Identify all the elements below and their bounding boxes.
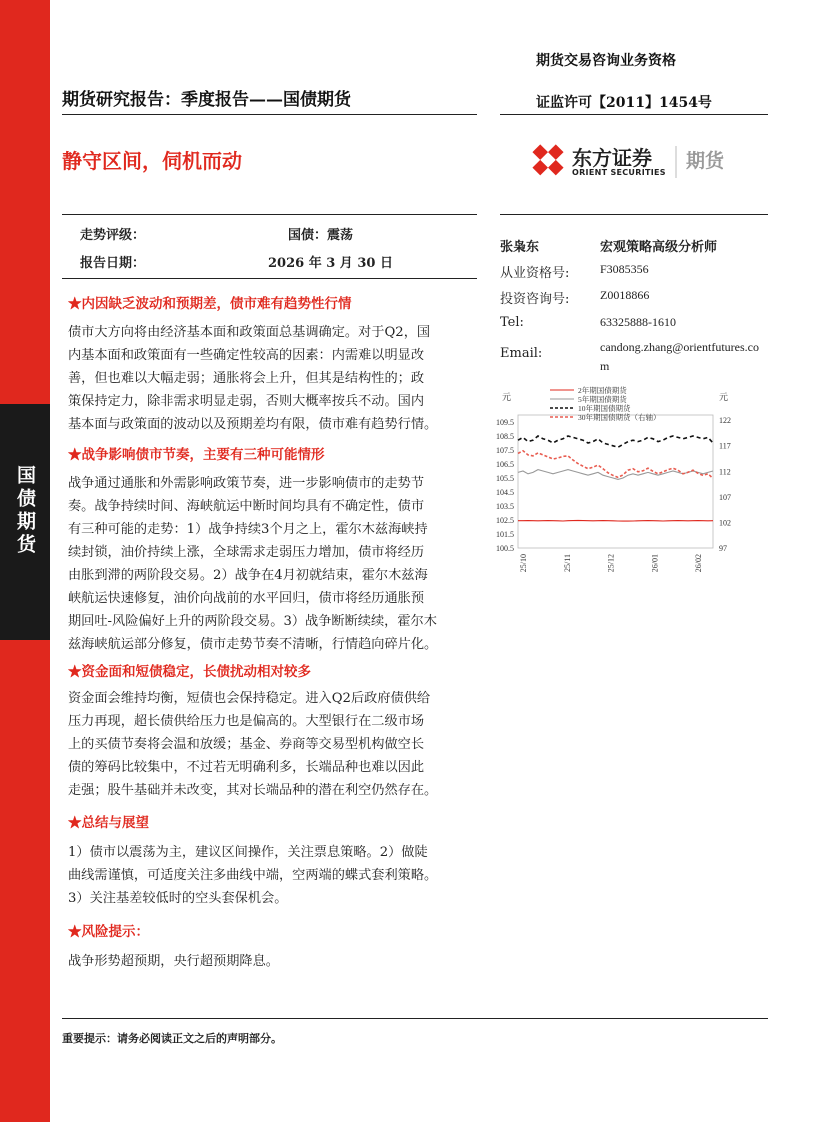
report-date-value: 2026 年 3 月 30 日 [268,256,393,271]
section-heading-5: ★风险提示： [68,924,149,940]
y-right-tick-label: 112 [719,467,731,477]
y-left-tick-label: 105.5 [496,474,514,483]
body-line: 1）债市以震荡为主，建议区间操作，关注票息策略。2）做陡 [68,845,428,860]
section-heading-2: ★战争影响债市节奏，主要有三种可能情形 [68,447,325,463]
y-left-tick-label: 102.5 [496,516,514,525]
body-line: 内基本面和政策面有一些确定性较高的因素：内需难以明显改 [68,348,425,363]
body-line: 策保持定力，除非需求明显走弱，否则大概率按兵不动。国内 [68,394,425,409]
qualification-line-1: 期货交易咨询业务资格 [536,53,676,69]
analyst-title: 宏观策略高级分析师 [600,240,718,255]
consult-value: Z0018866 [600,288,650,302]
section-heading-1: ★内因缺乏波动和预期差，债市难有趋势性行情 [68,296,352,312]
body-line: 续封锁，油价持续上涨，全球需求走弱压力增加，债市将经历 [68,545,425,560]
report-subtitle: 静守区间，伺机而动 [62,149,242,173]
series-line-3 [518,436,713,447]
body-line: 债市大方向将由经济基本面和政策面总基调确定。对于Q2，国 [68,325,431,340]
plot-frame [518,415,713,548]
tel-label: Tel: [500,315,524,330]
right-unit-label: 元 [719,392,729,402]
body-line: 峡航运快速修复，油价向战前的水平回归，债市将经历通胀预 [68,591,425,606]
body-line: 奏。战争持续时间、海峡航运中断时间均具有不确定性，债市 [68,499,425,514]
report-type-title: 期货研究报告：季度报告——国债期货 [62,90,351,110]
body-line: 资金面会维持均衡，短债也会保持稳定。进入Q2后政府债供给 [68,691,431,706]
body-line: 3）关注基差较低时的空头套保机会。 [68,891,288,906]
bond-futures-chart [488,380,778,580]
series-line-4 [518,451,713,479]
logo-division: 期货 [686,150,725,172]
legend-label: 5年期国债期货 [578,395,627,404]
meta-rule [62,214,477,215]
orient-securities-logo [528,140,758,184]
y-left-tick-label: 104.5 [496,488,514,497]
chart-canvas [488,380,778,580]
header-rule-right [500,114,768,115]
logo-brand-cn: 东方证券 [572,146,652,170]
email-label: Email: [500,346,543,361]
legend-label: 2年期国债期货 [578,386,627,395]
tel-value: 63325888-1610 [600,315,676,329]
meta-rule-bottom [62,278,477,279]
qualification-line-2: 证监许可【2011】1454号 [536,95,712,111]
section-body-4 [68,841,470,910]
body-line: 战争形势超预期，央行超预期降息。 [68,954,279,969]
email-value[interactable] [600,338,770,376]
body-line: 期回吐-风险偏好上升的两阶段交易。3）战争断断续续，霍尔木 [68,614,437,629]
vertical-section-title: 国债期货 [14,465,36,557]
body-line: 战争通过通胀和外需影响政策节奏，进一步影响债市的走势节 [68,476,425,491]
body-line: 走强；股牛基础并未改变，其对长端品种的潜在利空仍然存在。 [68,783,438,798]
body-line: 有三种可能的走势：1）战争持续3个月之上，霍尔木兹海峡持 [68,522,428,537]
y-left-tick-label: 101.5 [496,530,514,539]
body-line: 兹海峡航运部分修复，债市走势节奏不清晰，行情趋向碎片化。 [68,637,438,652]
license-label: 从业资格号: [500,266,570,281]
left-unit-label: 元 [502,392,512,402]
body-line: 曲线需谨慎，可适度关注多曲线中端，空两端的蝶式套利策略。 [68,868,438,883]
analyst-rule [500,214,768,215]
section-body-1 [68,321,470,436]
body-line: 由胀到滞的两阶段交易。2）战争在4月初就结束，霍尔木兹海 [68,568,428,583]
y-right-tick-label: 107 [719,492,731,502]
consult-label: 投资咨询号: [500,292,570,307]
x-tick-label: 25/11 [562,554,572,572]
y-left-tick-label: 107.5 [496,446,514,455]
legend-label: 30年期国债期货（右轴） [578,413,661,422]
section-heading-4: ★总结与展望 [68,815,149,831]
section-body-2 [68,472,470,656]
report-date-label: 报告日期： [80,256,146,271]
license-value: F3085356 [600,262,649,276]
section-heading-3: ★资金面和短债稳定，长债扰动相对较多 [68,664,311,680]
series-line-1 [518,520,713,521]
analyst-name: 张枭东 [500,240,540,255]
header-rule-left [62,114,477,115]
body-line: 压力再现，超长债供给压力也是偏高的。大型银行在二级市场 [68,714,425,729]
section-body-5 [68,950,470,973]
y-right-tick-label: 117 [719,441,731,451]
email-line: candong.zhang@orientfutures.co [600,340,759,354]
body-line: 基本面与政策面的波动以及预期差均有限，债市难有趋势行情。 [68,417,438,432]
x-tick-label: 25/12 [606,554,616,573]
trend-rating-value: 国债：震荡 [288,228,354,243]
y-right-tick-label: 97 [719,544,727,553]
x-tick-label: 26/01 [650,554,660,573]
y-left-tick-label: 106.5 [496,460,514,469]
body-line: 债的筹码比较集中，不过若无明确利多，长端品种也难以因此 [68,760,425,775]
body-line: 善，但也难以大幅走弱；通胀将会上升，但其是结构性的；政 [68,371,425,386]
section-body-3 [68,687,470,802]
y-left-tick-label: 108.5 [496,432,514,441]
trend-rating-label: 走势评级： [80,228,146,243]
body-line: 上的买债节奏将会温和放缓；基金、券商等交易型机构做空长 [68,737,425,752]
y-left-tick-label: 100.5 [496,544,514,553]
x-tick-label: 26/02 [694,554,703,573]
y-left-tick-label: 109.5 [496,418,514,427]
y-right-tick-label: 122 [719,416,731,426]
y-right-tick-label: 102 [719,518,731,528]
footer-notice: 重要提示：请务必阅读正文之后的声明部分。 [62,1032,282,1045]
x-tick-label: 25/10 [519,554,528,573]
email-line: m [600,359,610,373]
footer-rule [62,1018,768,1019]
legend-label: 10年期国债期货 [578,404,631,413]
y-left-tick-label: 103.5 [496,502,514,511]
series-line-2 [518,470,713,480]
logo-brand-en: ORIENT SECURITIES [572,168,666,177]
